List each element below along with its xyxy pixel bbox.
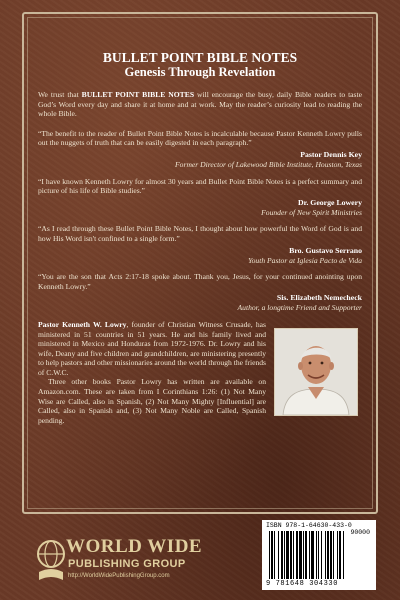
quote-author-role: Author, a longtime Friend and Supporter bbox=[237, 303, 362, 313]
publisher-url: http://WorldWidePublishingGroup.com bbox=[68, 573, 170, 579]
publisher-name-line1: WORLD WIDE bbox=[66, 536, 203, 557]
quote-block bbox=[38, 129, 362, 170]
quote-text: “As I read through these Bullet Point Bible Notes, I thought about how powerful the Word of God is and how His Word isn't confined to a single form.” bbox=[38, 224, 362, 243]
bio-paragraph bbox=[38, 320, 266, 378]
book-subtitle: Genesis Through Revelation bbox=[124, 65, 276, 79]
quote-block bbox=[38, 224, 362, 265]
isbn-barcode bbox=[262, 520, 376, 590]
quote-text: “You are the son that Acts 2:17-18 spoke about. Thank you, Jesus, for your continued anointing upon Kenneth Lowry.” bbox=[38, 272, 362, 291]
intro-text-end: will encourage the busy, daily Bible readers to taste God’s Word every day and share it at home and at work. May the reader’s curiosity lead to reading the whole Bible. bbox=[38, 90, 362, 119]
barcode-icon bbox=[268, 531, 370, 579]
globe-book-icon bbox=[36, 538, 66, 582]
quote-block bbox=[38, 272, 362, 313]
quote-text: “I have known Kenneth Lowry for almost 30 years and Bullet Point Bible Notes is a perfect summary and picture of his life of Bible studies.” bbox=[38, 176, 362, 196]
publisher-logo bbox=[30, 532, 230, 588]
bio-paragraph: Three other books Pastor Lowry has written are available on Amazon.com. These are taken from I Corinthians 1:26: (1) Not Many Wise are Called, also in Spanish, (2) Not Many Mighty [Influential] are Called, also in Spanish and, (3) Not Many Noble are Called, Spanish pending. bbox=[38, 377, 266, 425]
bio-text bbox=[38, 320, 266, 426]
author-bio bbox=[38, 320, 362, 426]
quote-author: Sis. Elizabeth Nemecheck bbox=[276, 293, 362, 303]
intro-text-start: We trust that bbox=[38, 90, 82, 99]
price-code: 90000 bbox=[350, 529, 370, 536]
quote-author-role: Youth Pastor at Iglesia Pacto de Vida bbox=[248, 255, 362, 265]
intro-title-bold: BULLET POINT BIBLE NOTES bbox=[81, 90, 195, 99]
text-panel bbox=[22, 12, 378, 514]
isbn-label: ISBN 978-1-64630-433-0 bbox=[266, 522, 352, 529]
quote-author: Pastor Dennis Key bbox=[300, 149, 362, 159]
quote-block bbox=[38, 177, 362, 218]
quote-text: “The benefit to the reader of Bullet Point Bible Notes is incalculable because Pastor Kenneth Lowry pulls out the nuggets of truth that can be easily digested in each paragraph.” bbox=[38, 128, 362, 148]
quote-author-role: Founder of New Spirit Ministries bbox=[261, 207, 362, 217]
quote-author: Dr. George Lowery bbox=[297, 197, 362, 207]
ean-number: 9 781648 304330 bbox=[266, 580, 339, 588]
book-title: BULLET POINT BIBLE NOTES bbox=[102, 50, 298, 65]
quote-author: Bro. Gustavo Serrano bbox=[289, 245, 362, 255]
author-portrait-icon bbox=[275, 329, 357, 415]
author-name: Pastor Kenneth W. Lowry bbox=[38, 319, 127, 329]
bio-paragraph-rest: , founder of Christian Witness Crusade, has ministered in 51 countries in 51 years. He and his family lived and ministered in Mexico and Honduras from 1972-1976. Dr. Lowry and his wife, Deany and five children and grandchildren, are ministering presently to help pastors and other missionaries around the world through the friends of C.W.C. bbox=[38, 319, 266, 377]
publisher-name-line2: PUBLISHING GROUP bbox=[68, 558, 186, 570]
quote-author-role: Former Director of Lakewood Bible Institute, Houston, Texas bbox=[175, 159, 362, 169]
barcode-bars bbox=[268, 531, 370, 579]
author-photo bbox=[274, 328, 358, 416]
intro-paragraph bbox=[38, 90, 362, 119]
